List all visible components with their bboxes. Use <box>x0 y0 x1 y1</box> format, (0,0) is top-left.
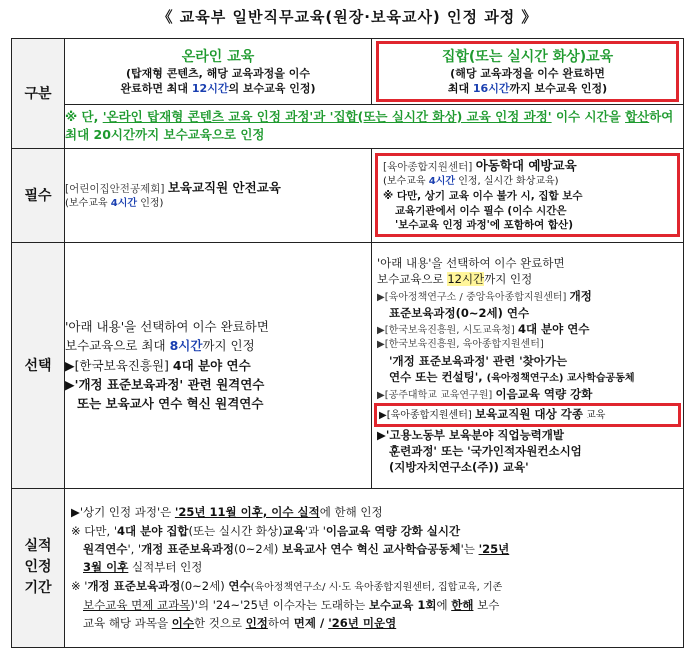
online-desc: (탑재형 콘텐츠, 해당 교육과정을 이수 완료하면 최대 12시간의 보수교육 인정) <box>120 67 316 96</box>
offline-title: 집합(또는 실시간 화상)교육 <box>441 49 614 65</box>
elective-online-cell: '아래 내용'을 선택하여 이수 완료하면 보수교육으로 최대 8시간까지 인정 ▶[한국보육진흥원] 4대 분야 연수 ▶'개정 표준보육과정' 관련 원격연수 또는 보육교사 연수 혁신 원격연수 <box>65 242 372 488</box>
row-label-category: 구분 <box>12 39 65 149</box>
page-title: 《 교육부 일반직무교육(원장·보육교사) 인정 과정 》 <box>157 8 538 26</box>
course-table <box>11 38 684 648</box>
offline-desc: (해당 교육과정을 이수 완료하면 최대 16시간까지 보수교육 인정) <box>447 67 608 96</box>
required-online-cell: [어린이집안전공제회] 보육교직원 안전교육 (보수교육 4시간 인정) <box>65 148 372 242</box>
elective-childcare-center-highlight: ▶[육아종합지원센터] 보육교직원 대상 각종 교육 <box>374 403 681 426</box>
online-title: 온라인 교육 <box>181 49 255 65</box>
required-offline-highlight: [육아종합지원센터] 아동학대 예방교육 (보수교육 4시간 인정, 실시간 화상교육) ※ 다만, 상기 교육 이수 불가 시, 집합 보수 교육기관에서 이수 필수 (이수 시간은 '보수교육 인정 과정'에 포함하여 합산) <box>375 153 680 237</box>
period-cell: ▶'상기 인정 과정'은 '25년 11월 이후, 이수 실적에 한해 인정 ※ 다만, '4대 분야 집합(또는 실시간 화상)교육'과 '이음교육 역량 강화 실시간 원격연수', '개정 표준보육과정(0~2세) 보육교사 연수 혁신 교사학습공동체'는 '25년 3월 이후 실적부터 인정 ※ '개정 표준보육과정(0~2세) 연수(육아정책연구소/ 시·도 육아종합지원센터, 집합교육, 기존 보수교육 면제 교과목)'의 '24~'25년 이수자는 도래하는 보수교육 1회에 한해 보수 교육 해당 과목을 이수한 것으로 인정하여 면제 / '26년 미운영 <box>65 488 684 647</box>
offline-header <box>372 39 684 105</box>
online-header <box>65 39 372 105</box>
row-label-period: 실적 인정 기간 <box>12 488 65 647</box>
required-offline-cell <box>372 148 684 242</box>
elective-offline-cell: '아래 내용'을 선택하여 이수 완료하면 보수교육으로 12시간까지 인정 ▶[육아정책연구소 / 중앙육아종합지원센터] 개정 표준보육과정(0~2세) 연수 ▶[한국보육진흥원, 시도교육청] 4대 분야 연수 ▶[한국보육진흥원, 육아종합지원센터] '개정 표준보육과정' 관련 '찾아가는 연수 또는 컨설팅', (육아정책연구소) 교사학습공동체 ▶[공주대학교 교육연구원] 이음교육 역량 강화 ▶[육아종합지원센터] 보육교직원 대상 각종 교육 ▶'고용노동부 보육분야 직업능력개발 훈련과정' 또는 '국가인적자원컨소시엄 (지방자치연구소(주)) 교육' <box>372 242 684 488</box>
combined-note: ※ 단, '온라인 탑재형 콘텐츠 교육 인정 과정'과 '집합(또는 실시간 화상) 교육 인정 과정' 이수 시간을 합산하여 최대 20시간까지 보수교육으로 인정 <box>65 104 684 148</box>
offline-highlight-box <box>376 41 679 102</box>
row-label-elective: 선택 <box>12 242 65 488</box>
row-label-required: 필수 <box>12 148 65 242</box>
